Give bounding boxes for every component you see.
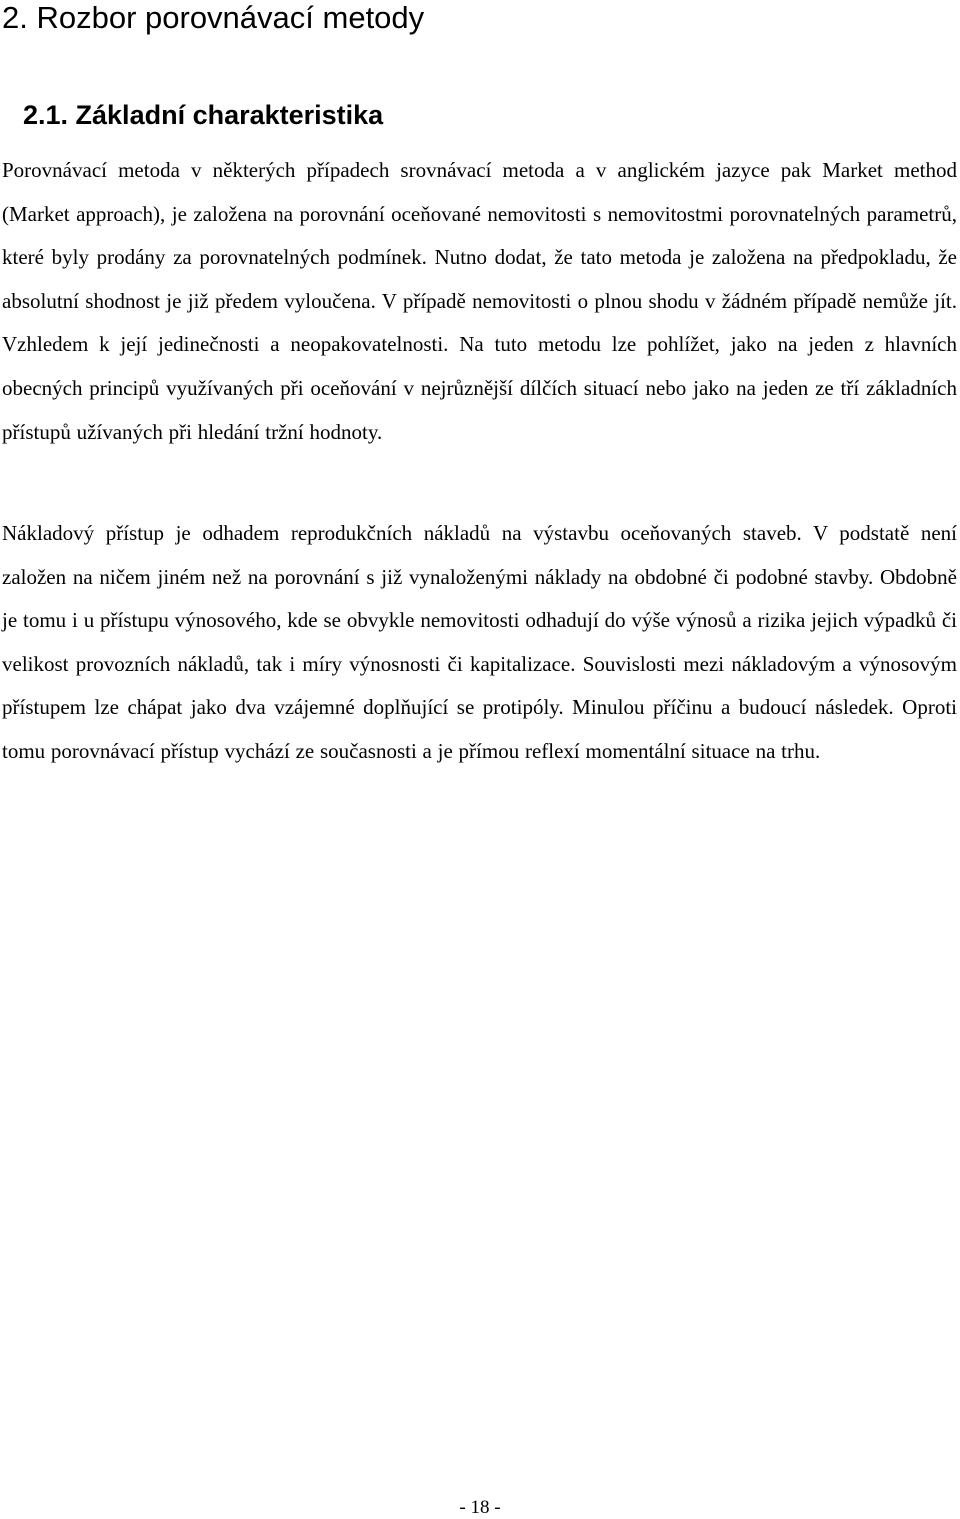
page-number: - 18 -: [459, 1497, 501, 1518]
section-heading: 2. Rozbor porovnávací metody: [2, 0, 425, 35]
paragraph-porovnavaci-metoda: Porovnávací metoda v některých případech srovnávací metoda a v anglickém jazyce pak Market method (Market approach), je založena na porovnání oceňované nemovitosti s nemovitostmi porovnatelných parametrů, které byly prodány za porovnatelných podmínek. Nutno dodat, že tato metoda je založena na předpokladu, že absolutní shodnost je již předem vyloučena. V případě nemovitosti o plnou shodu v žádném případě nemůže jít. Vzhledem k její jedinečnosti a neopakovatelnosti. Na tuto metodu lze pohlížet, jako na jeden z hlavních obecných principů využívaných při oceňování v nejrůznější dílčích situací nebo jako na jeden ze tří základních přístupů užívaných při hledání tržní hodnoty.: [2, 158, 957, 444]
paragraph-nakladovy-pristup: Nákladový přístup je odhadem reprodukčních nákladů na výstavbu oceňovaných staveb. V podstatě není založen na ničem jiném než na porovnání s již vynaloženými náklady na obdobné či podobné stavby. Obdobně je tomu i u přístupu výnosového, kde se obvykle nemovitosti odhadují do výše výnosů a rizika jejich výpadků či velikost provozních nákladů, tak i míry výnosnosti či kapitalizace. Souvislosti mezi nákladovým a výnosovým přístupem lze chápat jako dva vzájemné doplňující se protipóly. Minulou příčinu a budoucí následek. Oproti tomu porovnávací přístup vychází ze současnosti a je přímou reflexí momentální situace na trhu.: [2, 521, 957, 763]
subsection-heading: 2.1. Základní charakteristika: [23, 100, 384, 130]
